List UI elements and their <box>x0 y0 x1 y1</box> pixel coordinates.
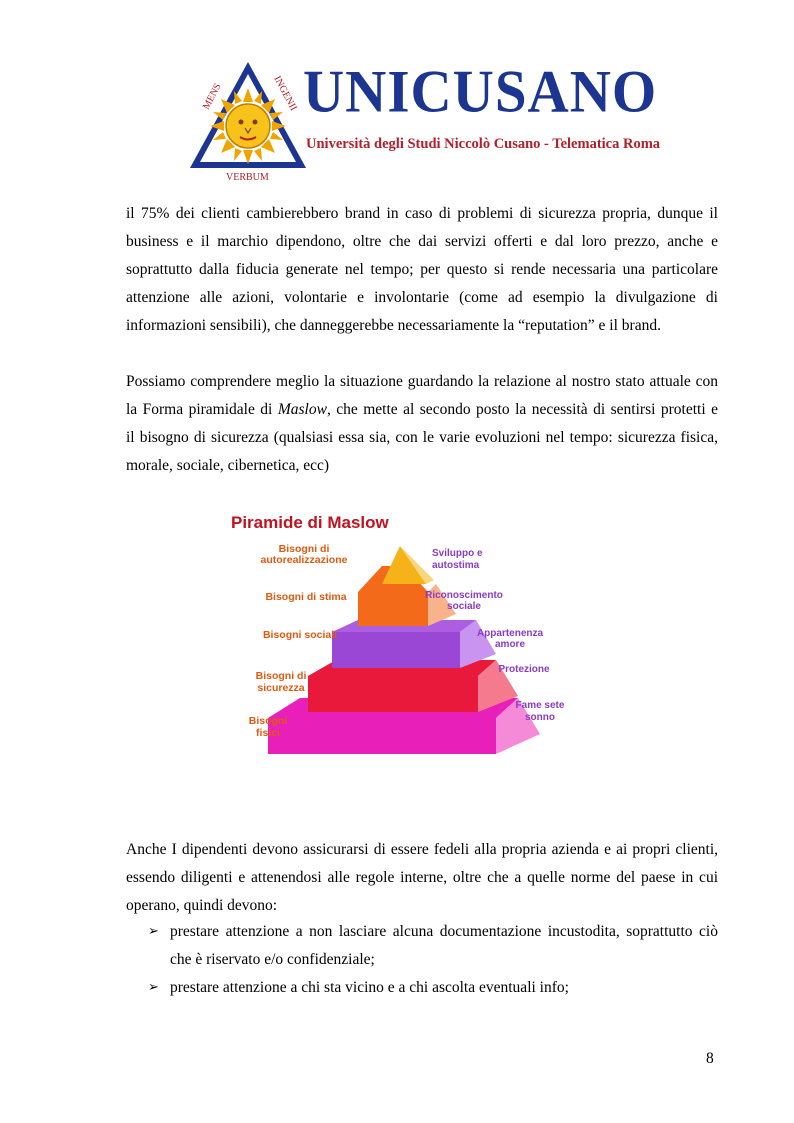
text-line: operano, quindi devono: <box>126 897 278 914</box>
text-line: Anche I dipendenti devono assicurarsi di essere fedeli alla propria azienda e ai propri clienti, <box>126 841 718 858</box>
svg-text:Bisogni di: Bisogni di <box>255 670 307 682</box>
paragraph-3 <box>126 836 718 920</box>
arrow-bullet-icon: ➢ <box>148 980 159 995</box>
svg-text:MENS: MENS <box>200 81 224 112</box>
text-line: soprattutto dalla fiducia generate nel tempo; per questo si rende necessaria una particolare <box>126 261 718 278</box>
text-line: Possiamo comprendere meglio la situazione guardando la relazione al nostro stato attuale con <box>126 373 718 390</box>
paragraph-1 <box>126 200 718 340</box>
svg-text:Bisogni di: Bisogni di <box>278 543 330 555</box>
text-line: il bisogno di sicurezza (qualsiasi essa sia, con le varie evoluzioni nel tempo: sicurezza fisica, <box>126 429 718 446</box>
svg-text:sicurezza: sicurezza <box>257 682 305 694</box>
text-line: essendo diligenti e attenendosi alle regole interne, oltre che a quelle norme del paese in cui <box>126 869 718 886</box>
paragraph-2 <box>126 368 718 480</box>
text-line: prestare attenzione a non lasciare alcuna documentazione incustodita, soprattutto ciò <box>170 923 718 940</box>
text-line: informazioni sensibili), che danneggerebbe necessariamente la “reputation” e il brand. <box>126 317 661 334</box>
maslow-pyramid-figure <box>228 502 568 764</box>
svg-text:Appartenenza: Appartenenza <box>476 628 544 639</box>
brand-subtitle: Università degli Studi Niccolò Cusano - Telematica Roma <box>306 136 661 152</box>
arrow-bullet-icon: ➢ <box>148 924 159 939</box>
svg-text:sonno: sonno <box>525 712 555 723</box>
text-line: business e il marchio dipendono, oltre che dai servizi offerti e dal loro prezzo, anche e <box>126 233 718 250</box>
list-item <box>148 918 718 974</box>
svg-text:Sviluppo e: Sviluppo e <box>432 548 483 559</box>
bullet-list <box>148 918 718 1002</box>
pyramid-title: Piramide di Maslow <box>231 513 389 532</box>
svg-text:fisici: fisici <box>256 727 280 739</box>
text-line: la Forma piramidale di Maslow, che mette al secondo posto la necessità di sentirsi protetti e <box>126 401 718 418</box>
svg-text:Protezione: Protezione <box>498 664 550 675</box>
svg-text:Bisogni di stima: Bisogni di stima <box>265 591 347 603</box>
svg-text:autorealizzazione: autorealizzazione <box>260 554 348 566</box>
text-line: che è riservato e/o confidenziale; <box>170 951 375 968</box>
text-line: il 75% dei clienti cambierebbero brand in caso di problemi di sicurezza propria, dunque il <box>126 205 718 222</box>
svg-text:amore: amore <box>494 639 526 650</box>
svg-text:Riconoscimento: Riconoscimento <box>425 590 503 601</box>
text-line: attenzione alle azioni, volontarie e involontarie (come ad esempio la divulgazione di <box>126 289 718 306</box>
sun-emblem-icon <box>188 60 308 185</box>
svg-text:INGENII: INGENII <box>271 74 299 113</box>
university-header <box>188 58 661 190</box>
svg-text:VERBUM: VERBUM <box>226 172 269 183</box>
svg-text:sociale: sociale <box>447 601 481 612</box>
page-number: 8 <box>706 1050 714 1067</box>
maslow-emphasis: Maslow <box>277 401 327 418</box>
text-line: prestare attenzione a chi sta vicino e a chi ascolta eventuali info; <box>170 979 569 996</box>
svg-text:Bisogni: Bisogni <box>248 715 288 727</box>
svg-text:Fame sete: Fame sete <box>515 700 565 711</box>
brand-name: UNICUSANO <box>303 58 658 125</box>
text-line: morale, sociale, cibernetica, ecc) <box>126 457 330 474</box>
list-item <box>148 974 718 1002</box>
svg-text:Bisogni sociali: Bisogni sociali <box>262 629 338 641</box>
svg-text:autostima: autostima <box>432 560 480 571</box>
